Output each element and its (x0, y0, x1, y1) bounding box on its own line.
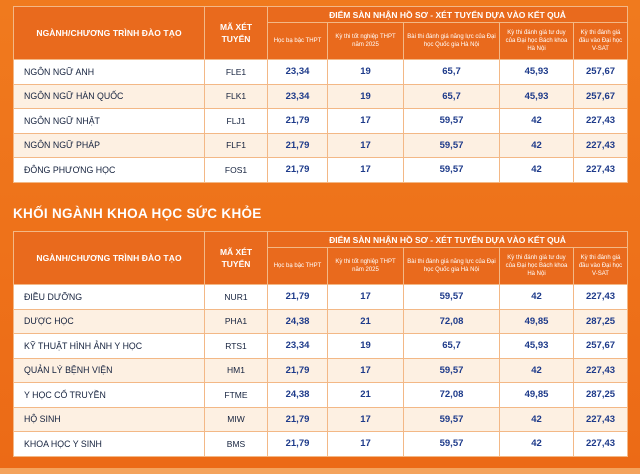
program-code: FLK1 (205, 84, 268, 109)
score-thpt: 19 (328, 60, 404, 85)
program-code: PHA1 (205, 309, 268, 334)
table-row (14, 158, 628, 183)
header-vsat: Kỳ thi đánh giá đầu vào Đại học V-SAT (574, 248, 628, 285)
header-code: MÃ XÉT TUYỂN (205, 232, 268, 285)
score-vsat: 287,25 (574, 383, 628, 408)
score-thpt: 19 (328, 84, 404, 109)
header-code: MÃ XÉT TUYỂN (205, 7, 268, 60)
header-hocba: Học bạ bậc THPT (268, 248, 328, 285)
header-thpt: Kỳ thi tốt nghiệp THPT năm 2025 (328, 23, 404, 60)
section-title-health: KHỐI NGÀNH KHOA HỌC SỨC KHỎE (13, 206, 262, 221)
program-name: ĐÔNG PHƯƠNG HỌC (14, 158, 205, 183)
program-name: NGÔN NGỮ ANH (14, 60, 205, 85)
score-dgnl: 65,7 (404, 334, 500, 359)
score-dgtd: 42 (500, 432, 574, 457)
score-dgnl: 59,57 (404, 432, 500, 457)
score-vsat: 227,43 (574, 133, 628, 158)
program-name: NGÔN NGỮ NHẬT (14, 109, 205, 134)
score-hocba: 21,79 (268, 109, 328, 134)
score-vsat: 257,67 (574, 60, 628, 85)
program-name: KHOA HỌC Y SINH (14, 432, 205, 457)
score-thpt: 17 (328, 358, 404, 383)
score-vsat: 227,43 (574, 109, 628, 134)
score-dgtd: 42 (500, 407, 574, 432)
score-hocba: 21,79 (268, 285, 328, 310)
score-thpt: 19 (328, 334, 404, 359)
score-dgtd: 42 (500, 285, 574, 310)
score-vsat: 227,43 (574, 285, 628, 310)
program-code: BMS (205, 432, 268, 457)
program-name: Y HỌC CỔ TRUYỀN (14, 383, 205, 408)
score-dgtd: 42 (500, 109, 574, 134)
table-row (14, 432, 628, 457)
score-thpt: 21 (328, 309, 404, 334)
score-thpt: 17 (328, 407, 404, 432)
score-dgnl: 59,57 (404, 358, 500, 383)
score-thpt: 17 (328, 432, 404, 457)
table-row (14, 109, 628, 134)
score-thpt: 21 (328, 383, 404, 408)
header-program: NGÀNH/CHƯƠNG TRÌNH ĐÀO TẠO (14, 232, 205, 285)
score-dgtd: 42 (500, 133, 574, 158)
score-vsat: 287,25 (574, 309, 628, 334)
score-dgtd: 45,93 (500, 84, 574, 109)
score-hocba: 23,34 (268, 60, 328, 85)
program-code: MIW (205, 407, 268, 432)
table-row (14, 84, 628, 109)
score-hocba: 21,79 (268, 158, 328, 183)
program-code: HM1 (205, 358, 268, 383)
header-dgnl: Bài thi đánh giá năng lực của Đại học Quốc gia Hà Nội (404, 23, 500, 60)
header-dgnl: Bài thi đánh giá năng lực của Đại học Quốc gia Hà Nội (404, 248, 500, 285)
score-dgnl: 72,08 (404, 383, 500, 408)
score-vsat: 227,43 (574, 407, 628, 432)
header-dgtd: Kỳ thi đánh giá tư duy của Đại học Bách khoa Hà Nội (500, 248, 574, 285)
program-code: FLJ1 (205, 109, 268, 134)
score-hocba: 21,79 (268, 407, 328, 432)
table-row (14, 60, 628, 85)
score-vsat: 257,67 (574, 334, 628, 359)
program-name: HỘ SINH (14, 407, 205, 432)
score-dgnl: 65,7 (404, 84, 500, 109)
score-dgnl: 59,57 (404, 285, 500, 310)
score-hocba: 23,34 (268, 334, 328, 359)
score-thpt: 17 (328, 133, 404, 158)
score-hocba: 24,38 (268, 383, 328, 408)
header-score-group: ĐIỂM SÀN NHẬN HỒ SƠ - XÉT TUYỂN DỰA VÀO KẾT QUẢ (268, 232, 628, 248)
score-hocba: 21,79 (268, 358, 328, 383)
score-dgnl: 59,57 (404, 158, 500, 183)
program-name: NGÔN NGỮ HÀN QUỐC (14, 84, 205, 109)
program-code: NUR1 (205, 285, 268, 310)
score-hocba: 21,79 (268, 133, 328, 158)
score-dgnl: 59,57 (404, 109, 500, 134)
score-dgtd: 49,85 (500, 309, 574, 334)
score-hocba: 23,34 (268, 84, 328, 109)
score-thpt: 17 (328, 158, 404, 183)
score-dgnl: 59,57 (404, 407, 500, 432)
program-code: RTS1 (205, 334, 268, 359)
score-vsat: 227,43 (574, 358, 628, 383)
score-thpt: 17 (328, 285, 404, 310)
program-code: FOS1 (205, 158, 268, 183)
score-dgtd: 49,85 (500, 383, 574, 408)
score-hocba: 21,79 (268, 432, 328, 457)
table-row (14, 309, 628, 334)
score-dgtd: 45,93 (500, 334, 574, 359)
header-thpt: Kỳ thi tốt nghiệp THPT năm 2025 (328, 248, 404, 285)
header-score-group: ĐIỂM SÀN NHẬN HỒ SƠ - XÉT TUYỂN DỰA VÀO KẾT QUẢ (268, 7, 628, 23)
admission-table-languages (13, 6, 628, 183)
score-dgnl: 65,7 (404, 60, 500, 85)
table-row (14, 285, 628, 310)
program-code: FTME (205, 383, 268, 408)
header-program: NGÀNH/CHƯƠNG TRÌNH ĐÀO TẠO (14, 7, 205, 60)
program-code: FLF1 (205, 133, 268, 158)
score-hocba: 24,38 (268, 309, 328, 334)
admission-table-health (13, 231, 628, 457)
program-code: FLE1 (205, 60, 268, 85)
score-dgtd: 45,93 (500, 60, 574, 85)
score-dgtd: 42 (500, 358, 574, 383)
score-thpt: 17 (328, 109, 404, 134)
score-dgtd: 42 (500, 158, 574, 183)
program-name: ĐIỀU DƯỠNG (14, 285, 205, 310)
program-name: KỸ THUẬT HÌNH ẢNH Y HỌC (14, 334, 205, 359)
score-vsat: 227,43 (574, 158, 628, 183)
program-name: NGÔN NGỮ PHÁP (14, 133, 205, 158)
score-vsat: 257,67 (574, 84, 628, 109)
table-row (14, 133, 628, 158)
header-vsat: Kỳ thi đánh giá đầu vào Đại học V-SAT (574, 23, 628, 60)
program-name: DƯỢC HỌC (14, 309, 205, 334)
score-dgnl: 59,57 (404, 133, 500, 158)
table-row (14, 334, 628, 359)
table-row (14, 407, 628, 432)
score-dgnl: 72,08 (404, 309, 500, 334)
header-dgtd: Kỳ thi đánh giá tư duy của Đại học Bách khoa Hà Nội (500, 23, 574, 60)
table-row (14, 358, 628, 383)
bottom-decoration (0, 468, 640, 474)
header-hocba: Học bạ bậc THPT (268, 23, 328, 60)
table-row (14, 383, 628, 408)
program-name: QUẢN LÝ BỆNH VIỆN (14, 358, 205, 383)
score-vsat: 227,43 (574, 432, 628, 457)
